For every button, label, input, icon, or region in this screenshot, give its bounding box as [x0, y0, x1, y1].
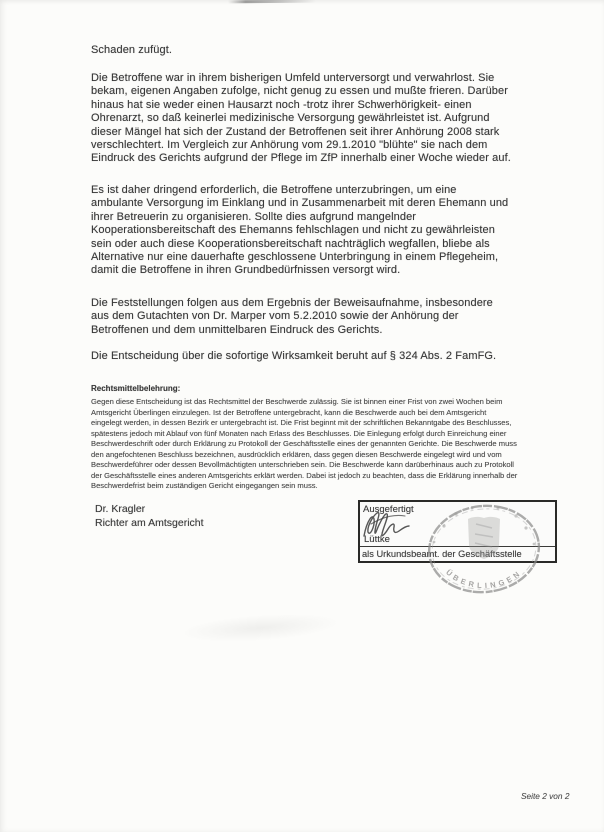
- paragraph-findings: [91, 297, 493, 337]
- text-line: der Geschäftsstelle eines anderen Amtsgerichts erklärt werden. Dabei ist jedoch zu beachten, dass die Erklärung innerhalb der: [91, 470, 518, 480]
- text-line: Alternative nur eine dauerhafte geschlossene Unterbringung in einem Pflegeheim,: [91, 251, 499, 264]
- clerk-name: Lüttke: [364, 534, 390, 545]
- text-line: eingelegt werden, in dessen Bezirk er untergebracht ist. Die Frist beginnt mit der schriftlichen Bekanntgabe des Beschlusses,: [91, 418, 512, 427]
- text-line: Beschwerdefrist beim zuständigen Gericht eingegangen sein muss.: [91, 481, 318, 490]
- text-line: bekam, eigenen Angaben zufolge, nicht genug zu essen und mußte frieren. Darüber: [91, 85, 508, 98]
- text-line: hinaus hat sie weder einen Hausarzt noch -trotz ihrer Schwerhörigkeit- einen: [91, 98, 472, 111]
- text-line: Die Entscheidung über die sofortige Wirksamkeit beruht auf § 324 Abs. 2 FamFG.: [91, 350, 497, 362]
- intro-line: [91, 44, 172, 57]
- seal-arc-text: ÜBERLINGEN: [444, 567, 524, 591]
- page-number: Seite 2 von 2: [521, 791, 570, 801]
- text-line: den angefochtenen Beschluss bezeichnen, ausdrücklich erklären, dass gegen diesen Beschwerde eingelegt wird und vom: [91, 449, 502, 459]
- judge-title: Richter am Amtsgericht: [95, 516, 204, 529]
- text-line: spätestens jedoch mit Ablauf von fünf Monaten nach Erlass des Beschlusses. Die Einlegung erfolgt durch Einreichung einer: [91, 428, 507, 438]
- text-line: Beschwerdeführer oder dessen Bevollmächtigten unterschrieben sein. Die Beschwerde kann darüberhinaus auch zu Protokoll: [91, 460, 514, 469]
- text-line: sein oder auch diese Kooperationsbereitschaft nachträglich wegfallen, bliebe als: [91, 237, 490, 250]
- text-line: ambulante Versorgung im Einklang und in Zusammenarbeit mit deren Ehemann und: [91, 197, 509, 210]
- appeal-instructions-text: [91, 397, 517, 492]
- text-line: verschlechtert. Im Vergleich zur Anhörung vom 29.1.2010 "blühte" sie nach dem: [91, 139, 488, 152]
- text-line: dieser Mängel hat sich der Zustand der Betroffenen seit ihrer Anhörung 2008 stark: [91, 125, 500, 138]
- text-line: Gegen diese Entscheidung ist das Rechtsmittel der Beschwerde zulässig. Sie ist binnen einer Frist von zwei Wochen beim: [91, 397, 503, 406]
- text-line: Die Feststellungen folgen aus dem Ergebnis der Beweisaufnahme, insbesondere: [91, 297, 493, 309]
- judge-signature-block: [95, 503, 204, 530]
- text-line: Betroffenen und dem unmittelbaren Eindruck des Gerichts.: [91, 323, 383, 336]
- paragraph-placement-necessity: [91, 184, 508, 278]
- text-line: Ohrenarzt, so daß keinerlei medizinische Versorgung gewährleistet ist. Aufgrund: [91, 112, 490, 125]
- paragraph-care-deficits: [91, 72, 511, 166]
- text-line: ihrer Betreuerin zu organisieren. Sollte dies aufgrund mangelnder: [91, 210, 417, 223]
- certification-label: Ausgefertigt: [363, 504, 414, 515]
- text-line: Es ist daher dringend erforderlich, die Betroffene unterzubringen, um eine: [91, 184, 457, 196]
- scan-artifact-smudge: [179, 609, 340, 646]
- clerk-role: als Urkundsbeamt. der Geschäftsstelle: [362, 549, 522, 559]
- text-line: aus dem Gutachten von Dr. Marper vom 5.2.2010 sowie der Anhörung der: [91, 310, 459, 323]
- text-line: Eindruck des Gerichts aufgrund der Pflege im ZfP innerhalb einer Woche wieder auf.: [91, 152, 511, 165]
- text-line: Beschwerdeschrift oder durch Erklärung zu Protokoll der Geschäftsstelle eines der genannten Gerichte. Die Beschwerde muss: [91, 439, 517, 448]
- scan-artifact-top: [228, 0, 316, 3]
- court-round-seal-stamp: [420, 500, 550, 596]
- text-line: Amtsgericht Überlingen einzulegen. Ist der Betroffene untergebracht, kann die Beschwerde auch bei dem Amtsgericht: [91, 407, 487, 417]
- judge-name: Dr. Kragler: [95, 503, 146, 515]
- text-line: Kooperationsbereitschaft des Ehemanns fehlschlagen und nicht zu gewährleisten: [91, 224, 495, 237]
- paragraph-legal-basis: [91, 350, 496, 363]
- text-line: Schaden zufügt.: [91, 44, 173, 56]
- rechtsmittelbelehrung-heading: Rechtsmittelbelehrung:: [91, 384, 181, 393]
- text-line: damit die Betroffene in ihren Grundbedürfnissen versorgt wird.: [91, 264, 401, 277]
- text-line: Die Betroffene war in ihrem bisherigen Umfeld unterversorgt und verwahrlost. Sie: [91, 72, 495, 84]
